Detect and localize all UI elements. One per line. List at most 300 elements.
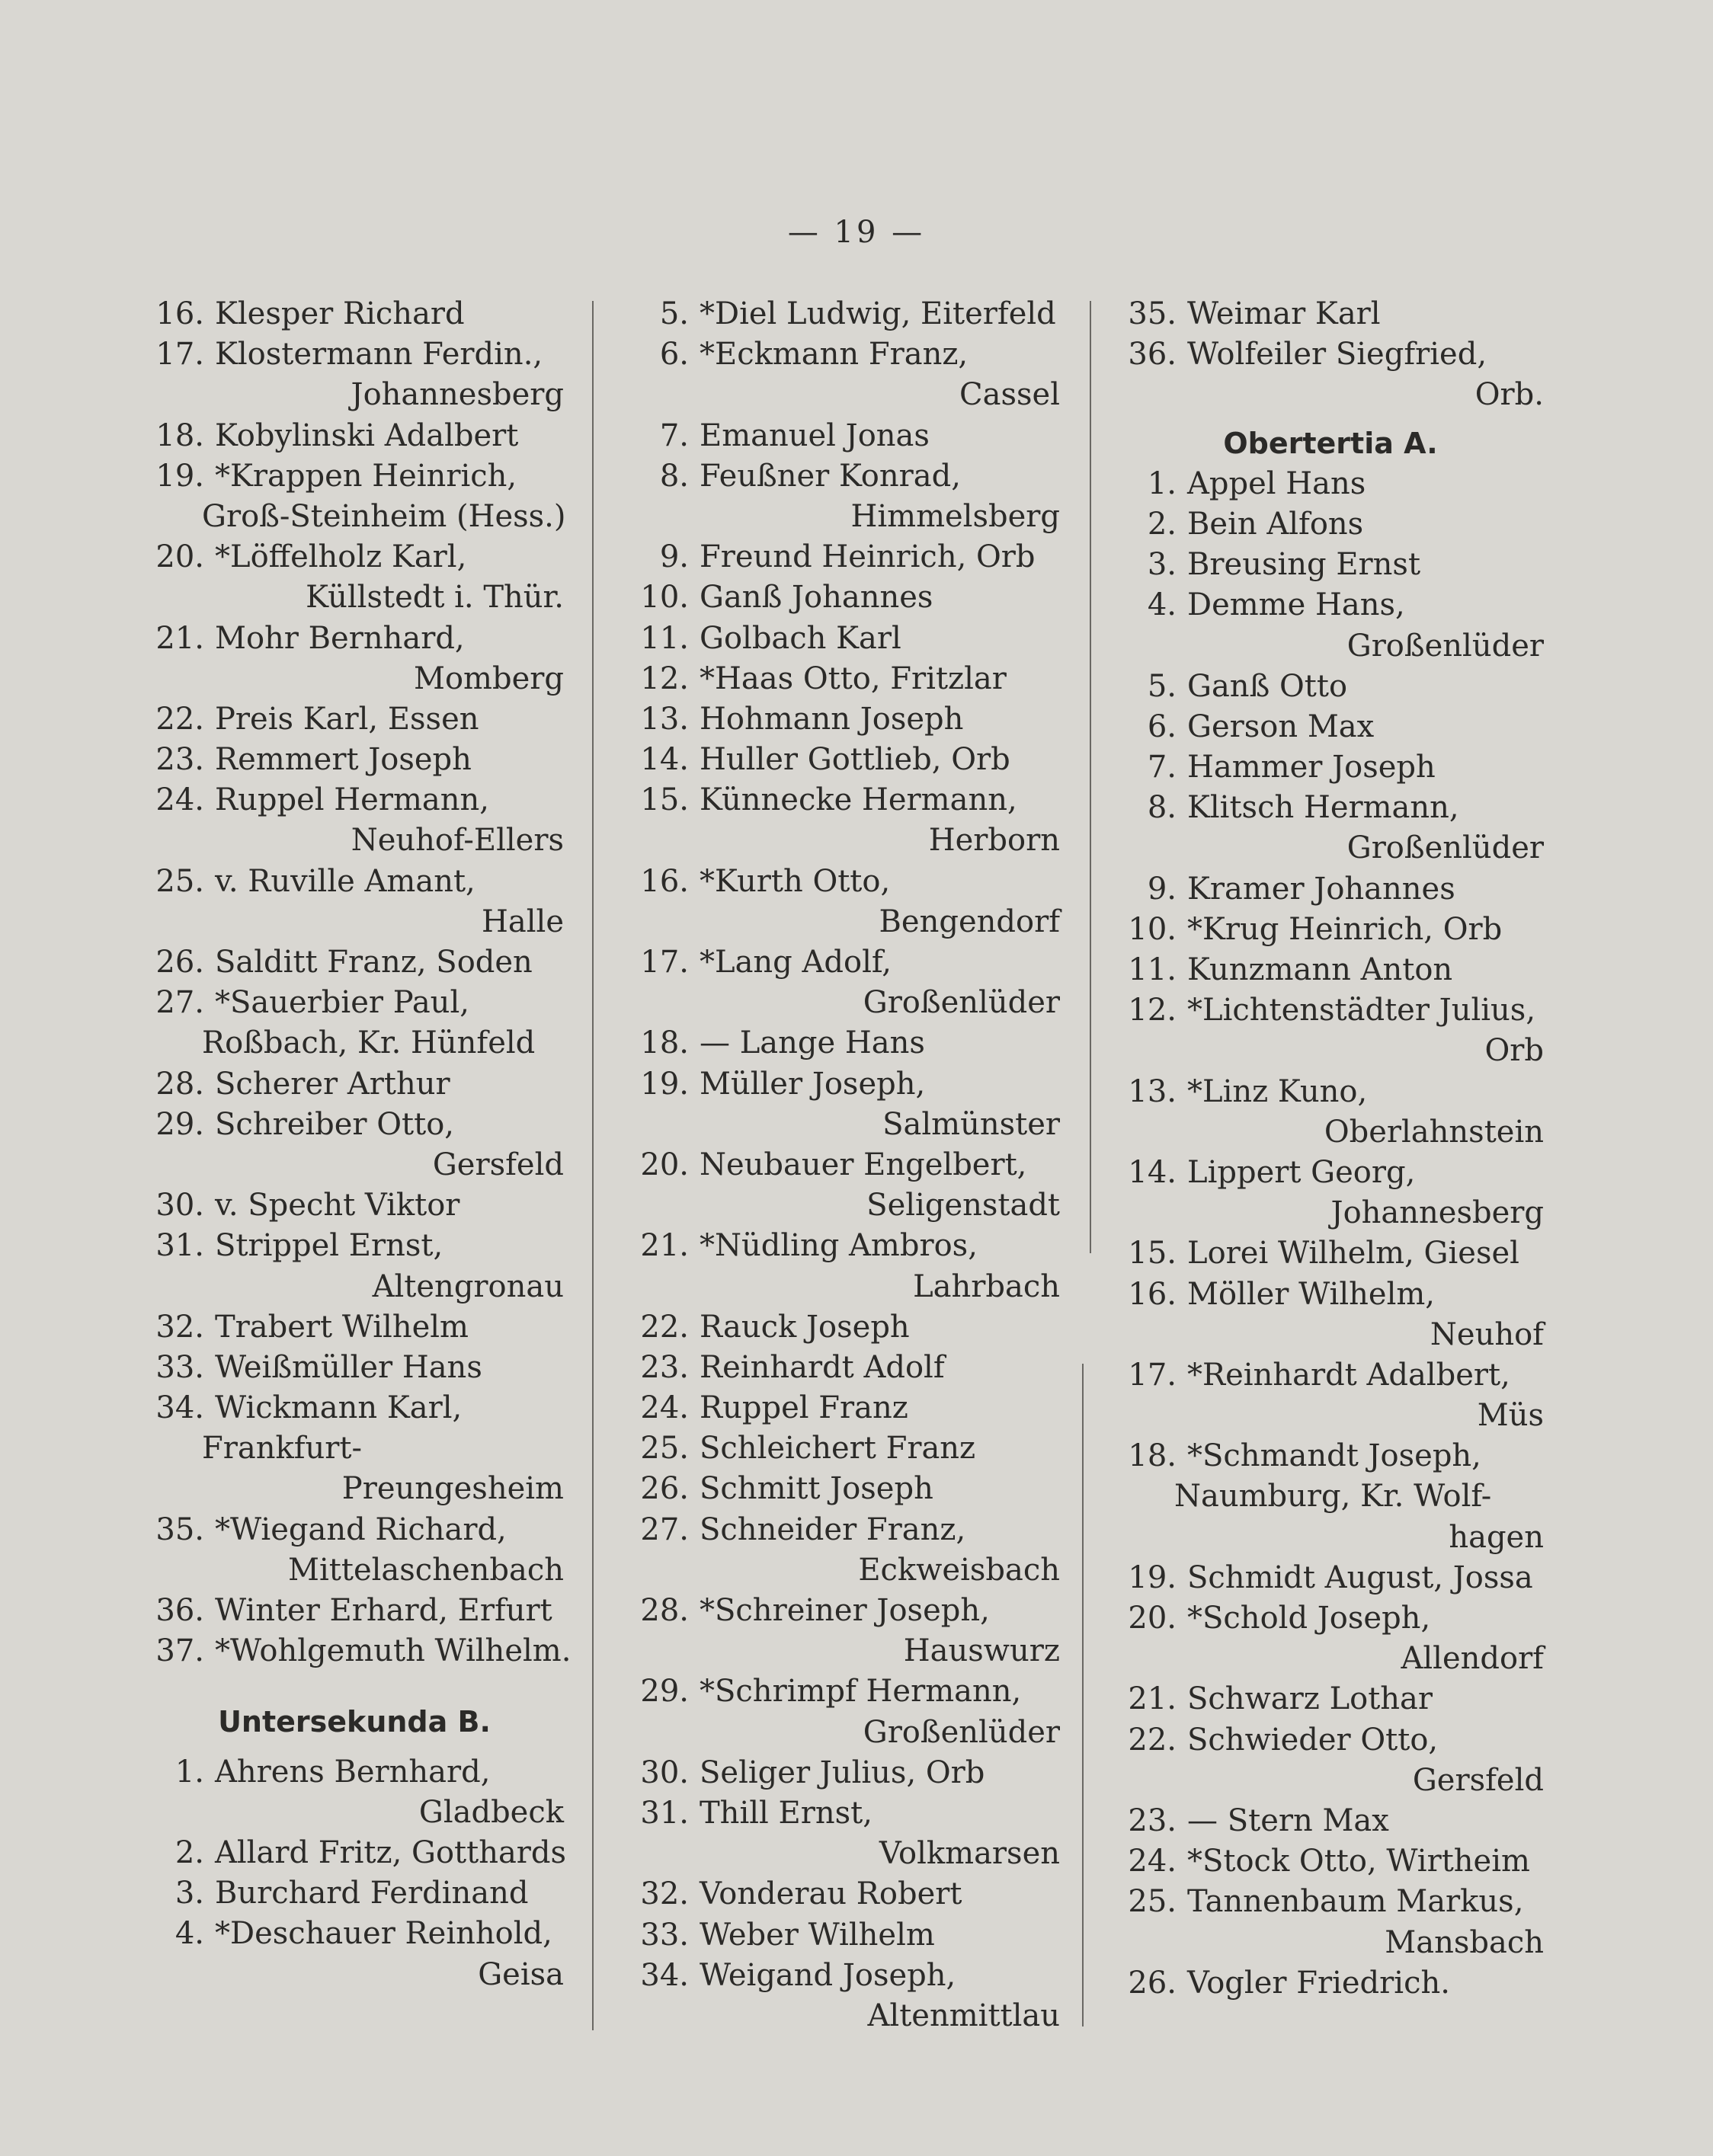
- student-entry: [145, 983, 564, 1023]
- student-entry: [1117, 1963, 1544, 2004]
- student-location: Altengronau: [372, 1268, 564, 1304]
- student-location: Groß-Steinheim (Hess.): [202, 498, 566, 534]
- student-name: Schreiber Otto,: [215, 1106, 455, 1142]
- student-entry: [1117, 1720, 1544, 1761]
- student-entry: [629, 1793, 1060, 1834]
- student-entry: [629, 416, 1060, 456]
- student-name: Ahrens Bernhard,: [215, 1754, 491, 1790]
- entry-number: 22.: [1128, 1722, 1177, 1758]
- entry-number: 4.: [1147, 587, 1177, 623]
- student-entry: [1117, 1679, 1544, 1719]
- entry-number: 30.: [155, 1188, 204, 1224]
- student-entry: [145, 1105, 564, 1145]
- entry-number: 26.: [155, 945, 204, 980]
- student-name: *Schrimpf Hermann,: [700, 1674, 1022, 1710]
- student-location: hagen: [1449, 1519, 1544, 1555]
- entry-number: 20.: [1128, 1601, 1177, 1636]
- entry-number: 7.: [659, 417, 689, 453]
- student-entry: [629, 1671, 1060, 1712]
- student-location: Mansbach: [1385, 1924, 1544, 1960]
- student-entry: [1117, 1436, 1544, 1476]
- student-name: Huller Gottlieb, Orb: [700, 742, 1010, 778]
- student-entry: [145, 942, 564, 983]
- student-name: *Haas Otto, Fritzlar: [700, 661, 1007, 696]
- student-location: Preungesheim: [341, 1471, 564, 1507]
- entry-number: 18.: [155, 417, 204, 453]
- student-name: *Löffelholz Karl,: [215, 539, 467, 575]
- entry-number: 20.: [155, 539, 204, 575]
- student-entry: [145, 334, 564, 375]
- student-location: Müs: [1477, 1398, 1544, 1434]
- column-divider-left: [592, 301, 594, 2030]
- student-name: Scherer Arthur: [215, 1066, 450, 1102]
- entry-number: 25.: [640, 1431, 689, 1467]
- student-name: *Wiegand Richard,: [215, 1511, 507, 1547]
- student-name: *Kurth Otto,: [700, 863, 891, 899]
- entry-number: 24.: [640, 1390, 689, 1426]
- student-name: Klesper Richard: [215, 296, 465, 331]
- student-entry: [629, 334, 1060, 375]
- student-entry: [145, 1833, 567, 1873]
- student-name: Schwarz Lothar: [1187, 1681, 1433, 1717]
- student-entry: [629, 537, 1060, 577]
- entry-number: 23.: [640, 1349, 689, 1385]
- student-location: Bengendorf: [879, 904, 1060, 939]
- student-entry: [629, 619, 1060, 659]
- student-name: Allard Fritz, Gotthards: [215, 1835, 567, 1870]
- student-entry: [629, 1023, 1060, 1064]
- student-name: Lorei Wilhelm, Giesel: [1187, 1236, 1519, 1272]
- student-location: Johannesberg: [351, 377, 564, 413]
- entry-number: 33.: [640, 1917, 689, 1953]
- entry-number: 22.: [640, 1309, 689, 1345]
- student-entry: [629, 740, 1060, 780]
- student-entry: [629, 862, 1060, 902]
- student-entry: [629, 942, 1060, 983]
- student-entry: [629, 1591, 1060, 1631]
- student-name: Appel Hans: [1187, 465, 1366, 501]
- student-name: *Lichtenstädter Julius,: [1187, 993, 1536, 1028]
- student-entry: [629, 780, 1060, 820]
- student-entry: [1117, 1153, 1544, 1193]
- student-entry: [145, 1064, 564, 1105]
- student-location: Himmelsberg: [850, 498, 1060, 534]
- student-entry: [629, 1226, 1060, 1266]
- student-location: Geisa: [478, 1956, 564, 1992]
- column-left: [145, 294, 572, 1995]
- entry-number: 2.: [175, 1835, 204, 1870]
- student-location: Allendorf: [1401, 1641, 1544, 1677]
- student-entry: [1117, 1882, 1544, 1922]
- student-location: Orb.: [1474, 377, 1544, 413]
- student-name: Golbach Karl: [700, 620, 901, 656]
- student-name: *Schold Joseph,: [1187, 1601, 1431, 1636]
- student-entry: [145, 1591, 564, 1631]
- entry-number: 21.: [155, 620, 204, 656]
- entry-number: 16.: [1128, 1276, 1177, 1312]
- student-name: Kramer Johannes: [1187, 871, 1455, 907]
- student-location: Seligenstadt: [866, 1188, 1060, 1224]
- entry-number: 13.: [640, 701, 689, 737]
- student-location: Großenlüder: [1346, 628, 1544, 664]
- student-name: Tannenbaum Markus,: [1187, 1884, 1524, 1920]
- student-entry: [1117, 1355, 1544, 1396]
- student-location: Eckweisbach: [858, 1552, 1060, 1588]
- entry-number: 16.: [640, 863, 689, 899]
- entry-number: 21.: [640, 1228, 689, 1264]
- student-name: — Lange Hans: [700, 1025, 925, 1061]
- student-entry: [629, 294, 1060, 334]
- student-entry: [1117, 504, 1544, 545]
- student-location: Neuhof: [1430, 1316, 1544, 1352]
- entry-number: 19.: [155, 458, 204, 494]
- student-location: Roßbach, Kr. Hünfeld: [202, 1025, 536, 1061]
- student-entry: [145, 416, 564, 456]
- student-entry: [145, 740, 564, 780]
- student-name: v. Ruville Amant,: [215, 863, 475, 899]
- student-name: Neubauer Engelbert,: [700, 1147, 1027, 1182]
- student-name: Schneider Franz,: [700, 1511, 966, 1547]
- student-location: Gersfeld: [432, 1147, 564, 1182]
- student-entry: [1117, 1233, 1544, 1274]
- student-name: Winter Erhard, Erfurt: [215, 1593, 552, 1628]
- student-entry: [1117, 747, 1544, 788]
- entry-number: 10.: [1128, 911, 1177, 947]
- entry-number: 26.: [640, 1471, 689, 1507]
- entry-number: 32.: [640, 1876, 689, 1912]
- student-location: Altenmittlau: [867, 1998, 1060, 2033]
- entry-number: 31.: [155, 1228, 204, 1264]
- entry-number: 28.: [640, 1593, 689, 1628]
- student-name: Weimar Karl: [1187, 296, 1381, 331]
- entry-number: 28.: [155, 1066, 204, 1102]
- student-entry: [145, 1631, 572, 1671]
- student-entry: [629, 1753, 1060, 1793]
- student-location: Salmünster: [882, 1106, 1060, 1142]
- entry-number: 33.: [155, 1349, 204, 1385]
- student-name: Feußner Konrad,: [700, 458, 961, 494]
- column-divider-right-upper: [1090, 301, 1091, 1253]
- student-name: Remmert Joseph: [215, 742, 472, 778]
- student-name: Schwieder Otto,: [1187, 1722, 1439, 1758]
- student-name: Bein Alfons: [1187, 506, 1364, 542]
- student-entry: [145, 1752, 564, 1793]
- student-name: *Krappen Heinrich,: [215, 458, 517, 494]
- entry-number: 26.: [1128, 1965, 1177, 2001]
- student-name: Breusing Ernst: [1187, 547, 1421, 583]
- entry-number: 1.: [175, 1754, 204, 1790]
- entry-number: 5.: [1147, 668, 1177, 704]
- student-location: Großenlüder: [863, 1714, 1060, 1750]
- student-location: Johannesberg: [1330, 1195, 1544, 1231]
- entry-number: 29.: [640, 1674, 689, 1710]
- entry-number: 29.: [155, 1106, 204, 1142]
- student-list: [145, 294, 572, 1671]
- entry-number: 2.: [1147, 506, 1177, 542]
- student-entry: [145, 294, 564, 334]
- student-name: — Stern Max: [1187, 1803, 1389, 1838]
- student-name: Schleichert Franz: [700, 1431, 976, 1467]
- entry-number: 30.: [640, 1755, 689, 1790]
- student-name: *Sauerbier Paul,: [215, 985, 469, 1021]
- entry-number: 9.: [1147, 871, 1177, 907]
- student-name: Trabert Wilhelm: [215, 1309, 469, 1345]
- student-name: Kunzmann Anton: [1187, 952, 1453, 987]
- student-name: Schmitt Joseph: [700, 1471, 933, 1507]
- entry-number: 1.: [1147, 465, 1177, 501]
- student-entry: [1117, 294, 1544, 334]
- entry-number: 11.: [1128, 952, 1177, 987]
- student-entry: [629, 1388, 1060, 1428]
- student-location: Küllstedt i. Thür.: [306, 580, 564, 616]
- student-name: Vonderau Robert: [700, 1876, 962, 1912]
- student-location: Cassel: [959, 377, 1060, 413]
- student-name: Künnecke Hermann,: [700, 782, 1017, 818]
- student-name: *Schmandt Joseph,: [1187, 1438, 1481, 1474]
- column-divider-right-lower: [1082, 1364, 1084, 2026]
- student-name: v. Specht Viktor: [215, 1188, 460, 1224]
- student-entry: [145, 1873, 564, 1914]
- student-entry: [1117, 950, 1544, 990]
- entry-number: 35.: [1128, 296, 1177, 331]
- entry-number: 19.: [1128, 1559, 1177, 1595]
- student-name: *Krug Heinrich, Orb: [1187, 911, 1503, 947]
- student-entry: [1117, 910, 1544, 950]
- student-name: Preis Karl, Essen: [215, 701, 479, 737]
- page-number: — 19 —: [787, 215, 926, 250]
- entry-number: 37.: [155, 1633, 204, 1669]
- student-location: Lahrbach: [913, 1268, 1060, 1304]
- student-location: Momberg: [414, 661, 564, 696]
- entry-number: 22.: [155, 701, 204, 737]
- student-location: Gladbeck: [418, 1794, 564, 1830]
- student-name: *Reinhardt Adalbert,: [1187, 1357, 1510, 1393]
- student-entry: [145, 456, 564, 497]
- student-name: Ruppel Franz: [700, 1390, 908, 1426]
- student-location: Mittelaschenbach: [288, 1552, 564, 1588]
- entry-number: 14.: [1128, 1154, 1177, 1190]
- student-list: [145, 1752, 567, 1995]
- student-entry: [1117, 788, 1544, 828]
- column-middle: [629, 294, 1060, 2036]
- student-name: Ruppel Hermann,: [215, 782, 489, 818]
- student-entry: [629, 1915, 1060, 1956]
- student-entry: [145, 1914, 564, 1954]
- student-entry: [629, 1874, 1060, 1914]
- student-entry: [145, 1226, 564, 1266]
- student-entry: [1117, 1275, 1544, 1315]
- student-entry: [145, 1185, 564, 1226]
- student-location: Frankfurt-: [202, 1431, 362, 1467]
- entry-number: 19.: [640, 1066, 689, 1102]
- student-name: Demme Hans,: [1187, 587, 1405, 623]
- student-location: Oberlahnstein: [1324, 1114, 1544, 1150]
- column-right: [1117, 294, 1544, 2004]
- student-location: Orb: [1484, 1033, 1544, 1069]
- student-name: Müller Joseph,: [700, 1066, 926, 1102]
- student-entry: [145, 1510, 564, 1550]
- student-name: *Diel Ludwig, Eiterfeld: [700, 296, 1056, 331]
- student-entry: [1117, 464, 1544, 504]
- student-entry: [629, 1307, 1060, 1348]
- student-entry: [629, 1064, 1060, 1105]
- student-entry: [145, 1348, 564, 1388]
- student-name: Wolfeiler Siegfried,: [1187, 337, 1487, 373]
- student-location: Naumburg, Kr. Wolf-: [1174, 1479, 1492, 1515]
- class-heading-untersekunda-b: Untersekunda B.: [218, 1705, 491, 1739]
- entry-number: 17.: [1128, 1357, 1177, 1393]
- student-entry: [1117, 1072, 1544, 1112]
- entry-number: 25.: [1128, 1884, 1177, 1920]
- student-entry: [629, 1956, 1060, 1996]
- student-name: Schmidt August, Jossa: [1187, 1559, 1533, 1595]
- student-entry: [629, 659, 1060, 699]
- student-name: Kobylinski Adalbert: [215, 417, 519, 453]
- entry-number: 6.: [1147, 709, 1177, 744]
- student-name: Wickmann Karl,: [215, 1390, 463, 1426]
- entry-number: 6.: [659, 337, 689, 373]
- student-name: Reinhardt Adolf: [700, 1349, 945, 1385]
- student-name: Salditt Franz, Soden: [215, 945, 533, 980]
- student-entry: [1117, 990, 1544, 1031]
- entry-number: 4.: [175, 1916, 204, 1952]
- student-list: [1117, 464, 1544, 2004]
- entry-number: 18.: [1128, 1438, 1177, 1474]
- entry-number: 27.: [155, 985, 204, 1021]
- student-name: Weigand Joseph,: [700, 1957, 956, 1993]
- student-entry: [145, 1307, 564, 1348]
- student-entry: [629, 577, 1060, 618]
- student-entry: [629, 699, 1060, 740]
- student-entry: [1117, 1801, 1544, 1841]
- entry-number: 23.: [155, 742, 204, 778]
- student-name: *Deschauer Reinhold,: [215, 1916, 552, 1952]
- student-entry: [145, 619, 564, 659]
- entry-number: 16.: [155, 296, 204, 331]
- student-name: Weber Wilhelm: [700, 1917, 935, 1953]
- student-entry: [1117, 869, 1544, 910]
- student-name: Freund Heinrich, Orb: [700, 539, 1036, 575]
- student-location: Gersfeld: [1412, 1762, 1544, 1798]
- entry-number: 8.: [1147, 790, 1177, 826]
- entry-number: 21.: [1128, 1681, 1177, 1717]
- entry-number: 18.: [640, 1025, 689, 1061]
- entry-number: 3.: [175, 1876, 204, 1911]
- student-entry: [1117, 1558, 1544, 1598]
- entry-number: 8.: [659, 458, 689, 494]
- entry-number: 34.: [640, 1957, 689, 1993]
- entry-number: 3.: [1147, 547, 1177, 583]
- student-location: Hauswurz: [903, 1633, 1060, 1669]
- entry-number: 25.: [155, 863, 204, 899]
- student-location: Herborn: [928, 823, 1060, 859]
- entry-number: 7.: [1147, 750, 1177, 785]
- entry-number: 15.: [1128, 1236, 1177, 1272]
- entry-number: 15.: [640, 782, 689, 818]
- entry-number: 23.: [1128, 1803, 1177, 1838]
- entry-number: 5.: [659, 296, 689, 331]
- student-name: Thill Ernst,: [700, 1795, 873, 1831]
- student-name: Hohmann Joseph: [700, 701, 964, 737]
- student-entry: [145, 1388, 564, 1428]
- student-entry: [1117, 585, 1544, 625]
- student-name: Burchard Ferdinand: [215, 1876, 529, 1911]
- student-name: Lippert Georg,: [1187, 1154, 1416, 1190]
- entry-number: 17.: [155, 337, 204, 373]
- student-entry: [145, 699, 564, 740]
- student-location: Neuhof-Ellers: [351, 823, 564, 859]
- entry-number: 9.: [659, 539, 689, 575]
- entry-number: 27.: [640, 1511, 689, 1547]
- entry-number: 32.: [155, 1309, 204, 1345]
- student-name: *Nüdling Ambros,: [700, 1228, 978, 1264]
- student-entry: [1117, 545, 1544, 585]
- student-name: Ganß Johannes: [700, 580, 933, 616]
- entry-number: 13.: [1128, 1073, 1177, 1109]
- student-entry: [629, 1348, 1060, 1388]
- student-name: Strippel Ernst,: [215, 1228, 443, 1264]
- student-location: Halle: [482, 904, 564, 939]
- student-entry: [145, 537, 564, 577]
- student-name: Emanuel Jonas: [700, 417, 930, 453]
- student-entry: [629, 1145, 1060, 1185]
- entry-number: 34.: [155, 1390, 204, 1426]
- student-name: Vogler Friedrich.: [1187, 1965, 1450, 2001]
- student-name: *Lang Adolf,: [700, 945, 892, 980]
- student-name: Mohr Bernhard,: [215, 620, 465, 656]
- entry-number: 12.: [640, 661, 689, 696]
- student-entry: [1117, 707, 1544, 747]
- entry-number: 36.: [155, 1593, 204, 1628]
- student-entry: [629, 1469, 1060, 1509]
- class-heading-obertertia-a: Obertertia A.: [1223, 426, 1438, 460]
- entry-number: 36.: [1128, 337, 1177, 373]
- student-name: *Eckmann Franz,: [700, 337, 969, 373]
- student-name: *Schreiner Joseph,: [700, 1593, 990, 1628]
- student-name: Gerson Max: [1187, 709, 1375, 744]
- entry-number: 31.: [640, 1795, 689, 1831]
- student-entry: [629, 1510, 1060, 1550]
- student-name: *Wohlgemuth Wilhelm.: [215, 1633, 572, 1669]
- entry-number: 24.: [1128, 1844, 1177, 1879]
- student-location: Großenlüder: [1346, 830, 1544, 866]
- student-list: [629, 294, 1060, 2036]
- student-name: *Stock Otto, Wirtheim: [1187, 1844, 1530, 1879]
- student-entry: [629, 456, 1060, 497]
- student-entry: [1117, 334, 1544, 375]
- student-entry: [1117, 1841, 1544, 1882]
- student-entry: [629, 1428, 1060, 1469]
- entry-number: 12.: [1128, 993, 1177, 1028]
- student-name: Rauck Joseph: [700, 1309, 910, 1345]
- student-location: Großenlüder: [863, 985, 1060, 1021]
- entry-number: 35.: [155, 1511, 204, 1547]
- student-name: *Linz Kuno,: [1187, 1073, 1368, 1109]
- entry-number: 11.: [640, 620, 689, 656]
- student-name: Hammer Joseph: [1187, 750, 1436, 785]
- student-name: Klitsch Hermann,: [1187, 790, 1459, 826]
- entry-number: 24.: [155, 782, 204, 818]
- entry-number: 20.: [640, 1147, 689, 1182]
- entry-number: 14.: [640, 742, 689, 778]
- student-name: Ganß Otto: [1187, 668, 1348, 704]
- student-entry: [145, 780, 564, 820]
- student-name: Möller Wilhelm,: [1187, 1276, 1435, 1312]
- student-name: Weißmüller Hans: [215, 1349, 482, 1385]
- student-entry: [145, 862, 564, 902]
- student-location: Volkmarsen: [879, 1836, 1060, 1872]
- student-entry: [1117, 667, 1544, 707]
